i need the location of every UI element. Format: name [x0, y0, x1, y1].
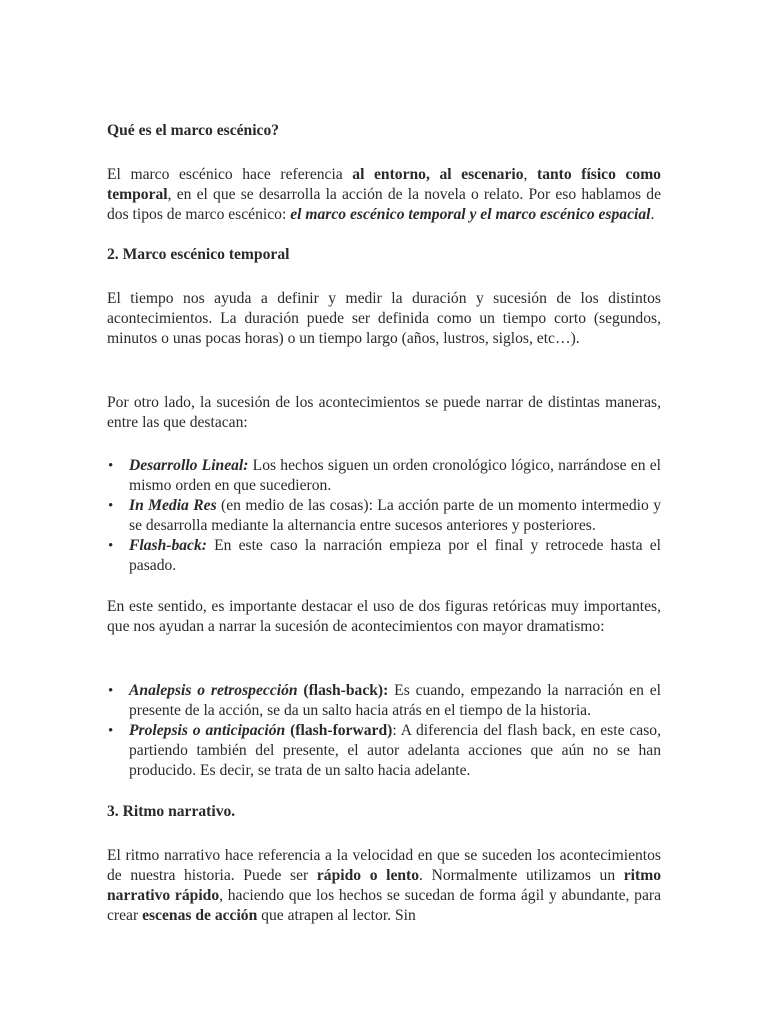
rhetorical-figures-list — [107, 681, 661, 781]
list-item-text: Es cuando, empezando la narración en el presente de la acción, se da un salto hacia atrás en el tiempo de la historia. — [129, 682, 661, 719]
list-item-text: En este caso la narración empieza por el final y retrocede hasta el pasado. — [129, 537, 661, 574]
intro-text-3: , en el que se desarrolla la acción de la novela o relato. Por eso hablamos de dos tipos de marco escénico: — [107, 186, 661, 223]
succession-list — [107, 456, 661, 576]
list-item-term: In Media Res — [129, 497, 217, 514]
section-3-text-2: . Normalmente utilizamos un — [419, 867, 624, 884]
page-title: Qué es el marco escénico? — [107, 122, 280, 139]
section-3-bold-2: ritmo narrativo rápido — [107, 867, 661, 904]
section-2-paragraph-2: Por otro lado, la sucesión de los acontecimientos se puede narrar de distintas maneras, entre las que destacan: — [107, 394, 661, 431]
intro-text-4: . — [650, 206, 655, 223]
list-item-text: (en medio de las cosas): La acción parte de un momento intermedio y se desarrolla mediante la alternancia entre sucesos anteriores y posteriores. — [129, 497, 661, 534]
section-3-text-4: que atrapen al lector. Sin — [257, 907, 416, 924]
list-item — [107, 456, 661, 496]
list-item — [107, 496, 661, 536]
list-item-text: Los hechos siguen un orden cronológico lógico, narrándose en el mismo orden en que sucedieron. — [129, 457, 661, 494]
list-item-term: Flash-back: — [129, 537, 207, 554]
list-item — [107, 681, 661, 721]
list-item-bold: (flash-forward) — [285, 722, 393, 739]
section-3-text-1: El ritmo narrativo hace referencia a la velocidad en que se suceden los acontecimientos de nuestra historia. Puede ser — [107, 847, 661, 884]
section-2-heading: 2. Marco escénico temporal — [107, 246, 290, 263]
section-3-text-3: , haciendo que los hechos se sucedan de forma ágil y abundante, para crear — [107, 887, 661, 924]
intro-text-2: , — [523, 166, 538, 183]
list-item-text: : A diferencia del flash back, en este caso, partiendo también del presente, el autor adelanta acciones que aún no se han producido. Es decir, se trata de un salto hacia adelante. — [129, 722, 661, 779]
intro-text-1: El marco escénico hace referencia — [107, 166, 353, 183]
list-item-term: Desarrollo Lineal: — [129, 457, 249, 474]
list-item-term: Prolepsis o anticipación — [129, 722, 286, 739]
section-3-bold-3: escenas de acción — [142, 907, 258, 924]
intro-bold-2: tanto físico como temporal — [107, 166, 661, 203]
list-item-bold: (flash-back): — [297, 682, 389, 699]
section-3-heading: 3. Ritmo narrativo. — [107, 803, 236, 820]
list-item-term: Analepsis o retrospección — [129, 682, 298, 699]
intro-bold-italic: el marco escénico temporal y el marco escénico espacial — [290, 206, 651, 223]
section-3-paragraph — [107, 846, 661, 926]
section-3-bold-1: rápido o lento — [316, 867, 420, 884]
section-2-paragraph-1: El tiempo nos ayuda a definir y medir la duración y sucesión de los distintos acontecimientos. La duración puede ser definida como un tiempo corto (segundos, minutos o unas pocas horas) o un tiempo largo (años, lustros, siglos, etc…). — [107, 290, 661, 347]
intro-bold-1: al entorno, al escenario — [352, 166, 524, 183]
section-2-paragraph-3: En este sentido, es importante destacar el uso de dos figuras retóricas muy importantes, que nos ayudan a narrar la sucesión de acontecimientos con mayor dramatismo: — [107, 598, 661, 635]
intro-paragraph — [107, 165, 661, 225]
list-item — [107, 536, 661, 576]
list-item — [107, 721, 661, 781]
